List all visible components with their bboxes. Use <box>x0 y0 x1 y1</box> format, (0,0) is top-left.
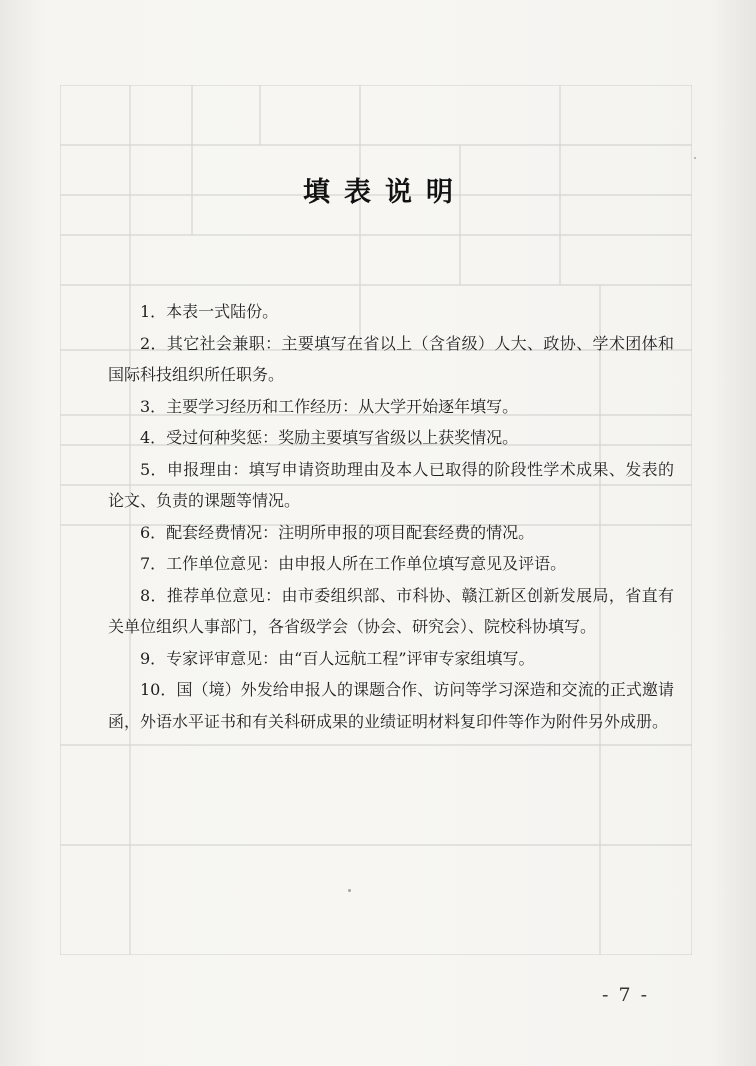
instruction-item-1: 1．本表一式陆份。 <box>140 302 279 321</box>
page-number: - 7 - <box>602 984 650 1006</box>
instruction-item-9: 9．专家评审意见：由“百人远航工程”评审专家组填写。 <box>140 648 535 668</box>
instruction-item-3: 3．主要学习经历和工作经历：从大学开始逐年填写。 <box>140 396 519 416</box>
paper-speck <box>694 157 696 159</box>
instruction-item-8: 8．推荐单位意见：由市委组织部、市科协、赣江新区创新发展局，省直有关单位组织人事部门，各省级学会（协会、研究会）、院校科协填写。 <box>108 585 674 636</box>
page-title: 填表说明 <box>303 177 467 208</box>
instruction-item-7: 7．工作单位意见：由申报人所在工作单位填写意见及评语。 <box>140 554 567 573</box>
instruction-item-10: 10．国（境）外发给申报人的课题合作、访问等学习深造和交流的正式邀请函，外语水平证书和有关科研成果的业绩证明材料复印件等作为附件另外成册。 <box>108 680 674 731</box>
paper-speck <box>348 889 351 892</box>
instruction-item-6: 6．配套经费情况：注明所申报的项目配套经费的情况。 <box>140 522 535 542</box>
instruction-item-5: 5．申报理由：填写申请资助理由及本人已取得的阶段性学术成果、发表的论文、负责的课题等情况。 <box>108 459 674 510</box>
instruction-item-4: 4．受过何种奖惩：奖励主要填写省级以上获奖情况。 <box>140 428 519 447</box>
instruction-item-2: 2．其它社会兼职：主要填写在省以上（含省级）人大、政协、学术团体和国际科技组织所任职务。 <box>108 333 674 384</box>
instructions-list <box>108 296 674 737</box>
